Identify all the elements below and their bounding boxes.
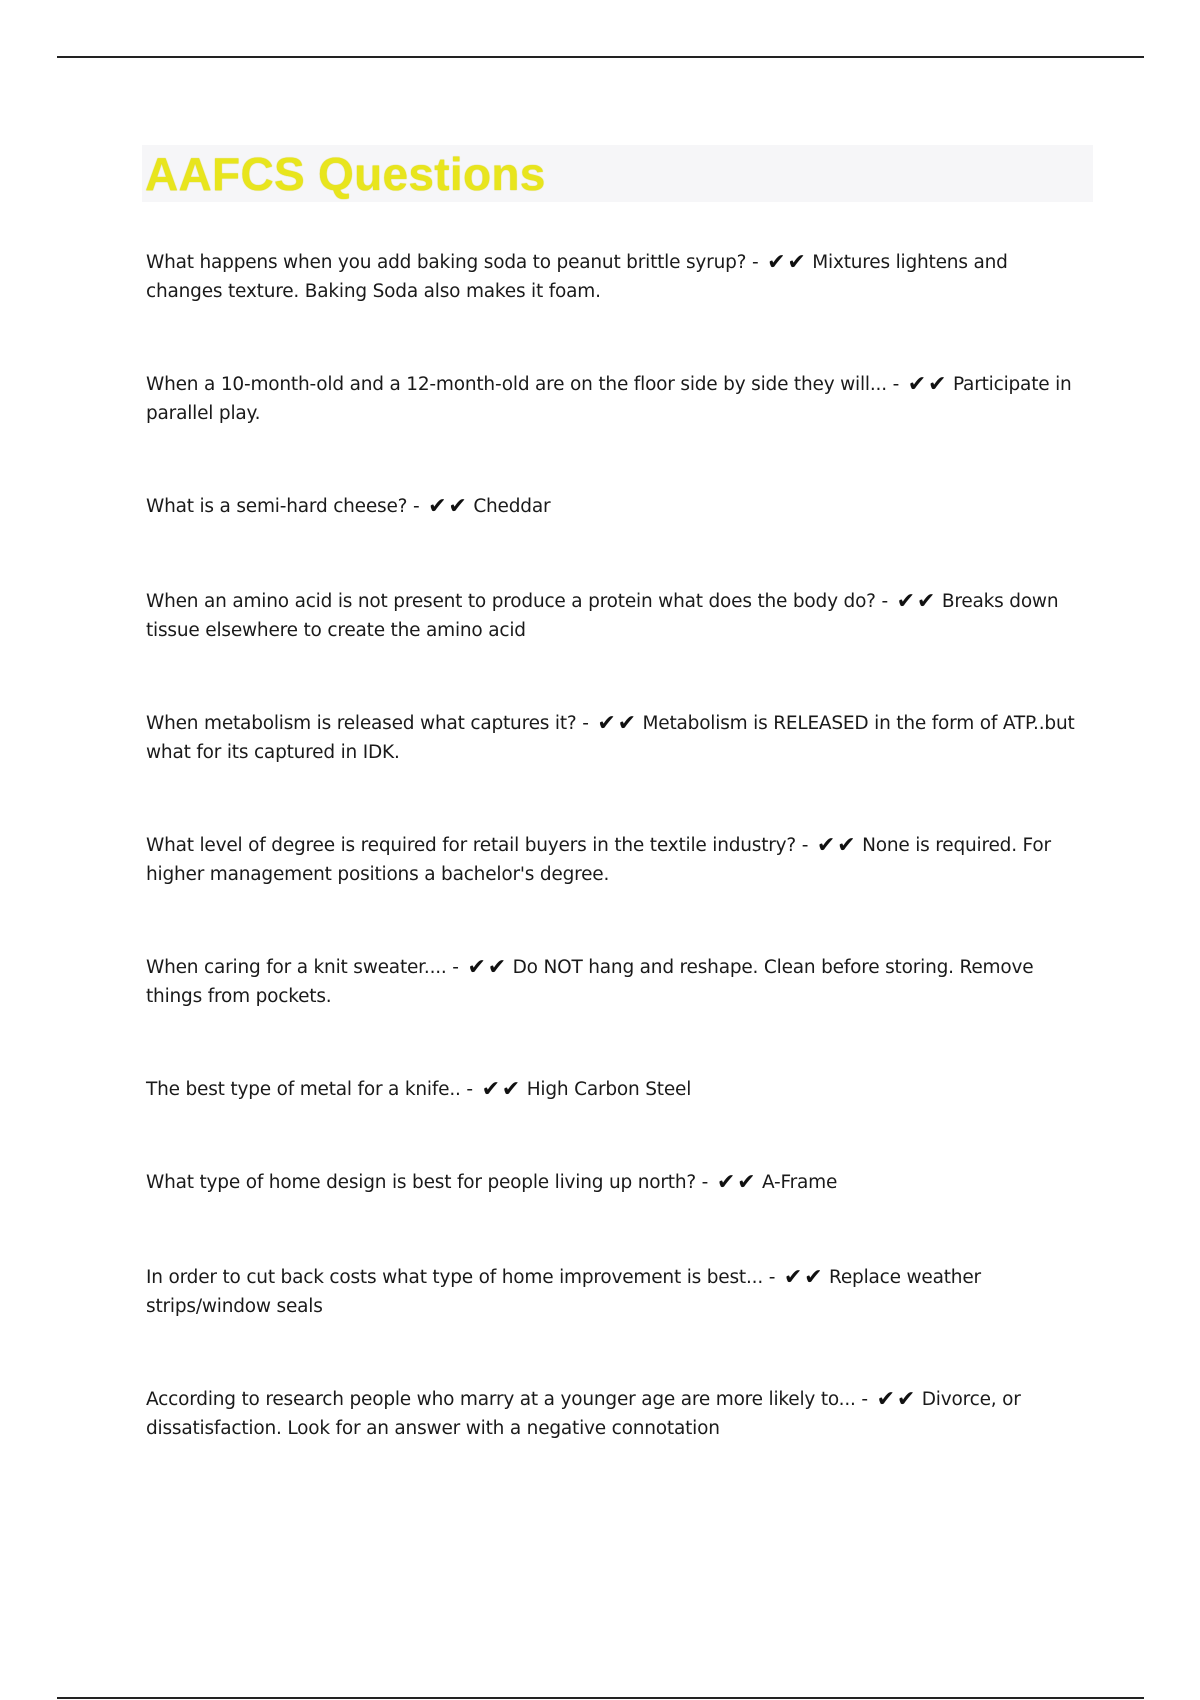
qa-item [146, 709, 1096, 767]
qa-item [146, 1168, 1096, 1197]
check-icon: ✔ [467, 955, 486, 980]
separator: - [892, 374, 900, 395]
top-rule [57, 56, 1144, 58]
check-icon: ✔ [501, 1077, 521, 1102]
check-icon: ✔ [487, 955, 506, 980]
page-title: AAFCS Questions [145, 148, 546, 200]
answer-text: None is required. For higher management positions a bachelor's degree. [146, 835, 1051, 885]
separator: - [452, 957, 459, 978]
check-icon: ✔ [617, 711, 636, 736]
answer-text: Breaks down tissue elsewhere to create the amino acid [146, 591, 1059, 641]
qa-item [146, 831, 1096, 889]
answer-text: Divorce, or dissatisfaction. Look for an answer with a negative connotation [146, 1389, 1021, 1439]
qa-item [146, 1075, 1096, 1104]
check-icon: ✔ [896, 589, 915, 614]
separator: - [881, 591, 888, 612]
separator: - [801, 835, 809, 856]
check-icon: ✔ [428, 494, 447, 519]
check-icon: ✔ [737, 1170, 756, 1195]
check-icon: ✔ [716, 1170, 736, 1195]
qa-item [146, 1263, 1006, 1321]
check-icon: ✔ [804, 1265, 823, 1290]
check-icon: ✔ [767, 250, 786, 275]
qa-item [146, 587, 1096, 645]
question-text: What type of home design is best for people living up north? [146, 1172, 696, 1193]
question-text: When an amino acid is not present to produce a protein what does the body do? [146, 591, 876, 612]
qa-list [146, 248, 1096, 1443]
answer-text: Cheddar [473, 496, 551, 517]
question-text: The best type of metal for a knife.. [146, 1079, 461, 1100]
check-icon: ✔ [907, 372, 927, 397]
check-icon: ✔ [916, 589, 936, 614]
separator: - [412, 496, 420, 517]
qa-item [146, 248, 1026, 306]
answer-text: Do NOT hang and reshape. Clean before storing. Remove things from pockets. [146, 957, 1034, 1007]
check-icon: ✔ [783, 1265, 803, 1290]
question-text: According to research people who marry at a younger age are more likely to... [146, 1389, 856, 1410]
answer-text: High Carbon Steel [526, 1079, 692, 1100]
separator: - [861, 1389, 868, 1410]
check-icon: ✔ [837, 833, 856, 858]
separator: - [582, 713, 589, 734]
question-text: In order to cut back costs what type of home improvement is best... [146, 1267, 764, 1288]
separator: - [466, 1079, 473, 1100]
check-icon: ✔ [787, 250, 806, 275]
answer-text: Replace weather strips/window seals [146, 1267, 981, 1317]
answer-text: Mixtures lightens and changes texture. Baking Soda also makes it foam. [146, 252, 1008, 302]
separator: - [768, 1267, 776, 1288]
question-text: What happens when you add baking soda to peanut brittle syrup? [146, 252, 747, 273]
answer-text: A-Frame [761, 1172, 838, 1193]
check-icon: ✔ [816, 833, 836, 858]
check-icon: ✔ [928, 372, 947, 397]
check-icon: ✔ [481, 1077, 500, 1102]
question-text: What is a semi-hard cheese? [146, 496, 408, 517]
question-text: What level of degree is required for retail buyers in the textile industry? [146, 835, 797, 856]
answer-text: Participate in parallel play. [146, 374, 1072, 424]
separator: - [701, 1172, 709, 1193]
question-text: When a 10-month-old and a 12-month-old are on the floor side by side they will... [146, 374, 887, 395]
check-icon: ✔ [896, 1387, 916, 1412]
question-text: When caring for a knit sweater.... [146, 957, 447, 978]
qa-item [146, 953, 1046, 1011]
question-text: When metabolism is released what captures it? [146, 713, 577, 734]
check-icon: ✔ [448, 494, 467, 519]
qa-item [146, 1385, 1046, 1443]
separator: - [751, 252, 759, 273]
check-icon: ✔ [597, 711, 616, 736]
qa-item [146, 370, 1096, 428]
qa-item [146, 492, 1096, 521]
bottom-rule [57, 1697, 1144, 1699]
answer-text: Metabolism is RELEASED in the form of ATP..but what for its captured in IDK. [146, 713, 1075, 763]
check-icon: ✔ [876, 1387, 895, 1412]
